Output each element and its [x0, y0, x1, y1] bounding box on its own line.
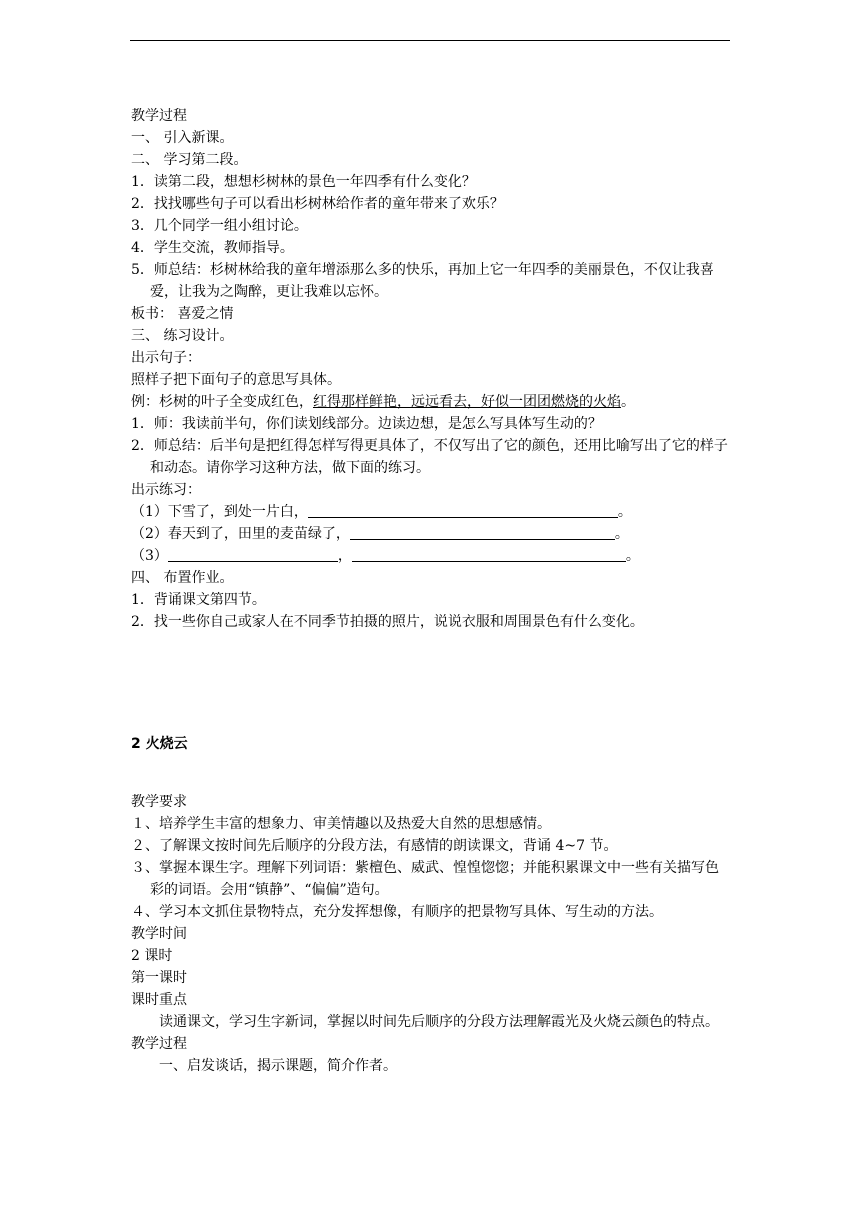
header-rule	[130, 40, 730, 41]
text-line: 2．找找哪些句子可以看出杉树林给作者的童年带来了欢乐？	[131, 196, 504, 212]
focus-paragraph: 读通课文，学习生字新词，掌握以时间先后顺序的分段方法理解霞光及火烧云颜色的特点。	[159, 1014, 719, 1030]
text-line: 1．背诵课文第四节。	[131, 592, 266, 608]
requirement-4: ４、学习本文抓住景物特点，充分发挥想像，有顺序的把景物写具体、写生动的方法。	[131, 904, 663, 920]
text-line: 1．读第二段，想想杉树林的景色一年四季有什么变化？	[131, 174, 476, 190]
text-line: 板书： 喜爱之情	[131, 306, 234, 322]
text-line: 课时重点	[131, 992, 187, 1008]
example-sentence	[131, 391, 731, 413]
text-line: 出示句子：	[131, 350, 201, 366]
text-line: 1．师：我读前半句，你们读划线部分。边读边想，是怎么写具体写生动的？	[131, 416, 602, 432]
teacher-summary: 5．师总结：杉树林给我的童年增添那么多的快乐，再加上它一年四季的美丽景色，不仅让我喜爱，让我为之陶醉，更让我难以忘怀。	[131, 262, 714, 300]
exercise-1	[131, 501, 731, 523]
example-suffix: 。	[621, 394, 635, 410]
fill-blank	[350, 525, 615, 540]
exercise-3-comma: ，	[337, 548, 352, 564]
text-line: 一、启发谈话，揭示课题，简介作者。	[159, 1058, 397, 1074]
exercise-1-text: （1）下雪了，到处一片白，	[131, 504, 308, 520]
text-line: 教学要求	[131, 794, 187, 810]
text-line: 2．找一些你自己或家人在不同季节拍摄的照片，说说衣服和周围景色有什么变化。	[131, 614, 644, 630]
exercise-2	[131, 523, 731, 545]
text-line: 4．学生交流，教师指导。	[131, 240, 294, 256]
exercise-1-end: 。	[617, 504, 632, 520]
text-line: 3．几个同学一组小组讨论。	[131, 218, 308, 234]
text-line: 四、 布置作业。	[131, 570, 234, 586]
fill-blank	[352, 547, 626, 562]
spacer	[131, 633, 731, 733]
exercise-2-end: 。	[614, 526, 629, 542]
text-line: 二、 学习第二段。	[131, 152, 248, 168]
text-line: 2 课时	[131, 948, 173, 964]
practice-title: 出示练习：	[131, 482, 201, 498]
exercise-3	[131, 545, 731, 567]
document-body	[131, 105, 731, 1077]
spacer	[131, 755, 731, 791]
lesson-heading: 2 火烧云	[131, 736, 188, 752]
exercise-3-end: 。	[625, 548, 640, 564]
requirement-2: ２、了解课文按时间先后顺序的分段方法，有感情的朗读课文，背诵 4~7 节。	[131, 838, 618, 854]
example-prefix: 例：杉树的叶子全变成红色，	[131, 394, 313, 410]
text-line: 第一课时	[131, 970, 187, 986]
exercise-3-text: （3）	[131, 548, 168, 564]
requirement-1: １、培养学生丰富的想象力、审美情趣以及热爱大自然的思想感情。	[131, 816, 551, 832]
text-line: 教学过程	[131, 108, 187, 124]
fill-blank	[308, 503, 618, 518]
teacher-summary-2: 2．师总结：后半句是把红得怎样写得更具体了，不仅写出了它的颜色，还用比喻写出了它的样子和动态。请你学习这种方法，做下面的练习。	[131, 438, 728, 476]
text-line: 教学过程	[131, 1036, 187, 1052]
text-line: 教学时间	[131, 926, 187, 942]
text-line: 照样子把下面句子的意思写具体。	[131, 372, 341, 388]
text-line: 三、 练习设计。	[131, 328, 234, 344]
requirement-3: ３、掌握本课生字。理解下列词语：紫檀色、威武、惶惶惚惚；并能积累课文中一些有关描写色彩的词语。会用“镇静”、“偏偏”造句。	[131, 860, 719, 898]
example-underlined: 红得那样鲜艳，远远看去，好似一团团燃烧的火焰	[313, 394, 621, 410]
fill-blank	[168, 547, 338, 562]
exercise-2-text: （2）春天到了，田里的麦苗绿了，	[131, 526, 350, 542]
text-line: 一、 引入新课。	[131, 130, 234, 146]
